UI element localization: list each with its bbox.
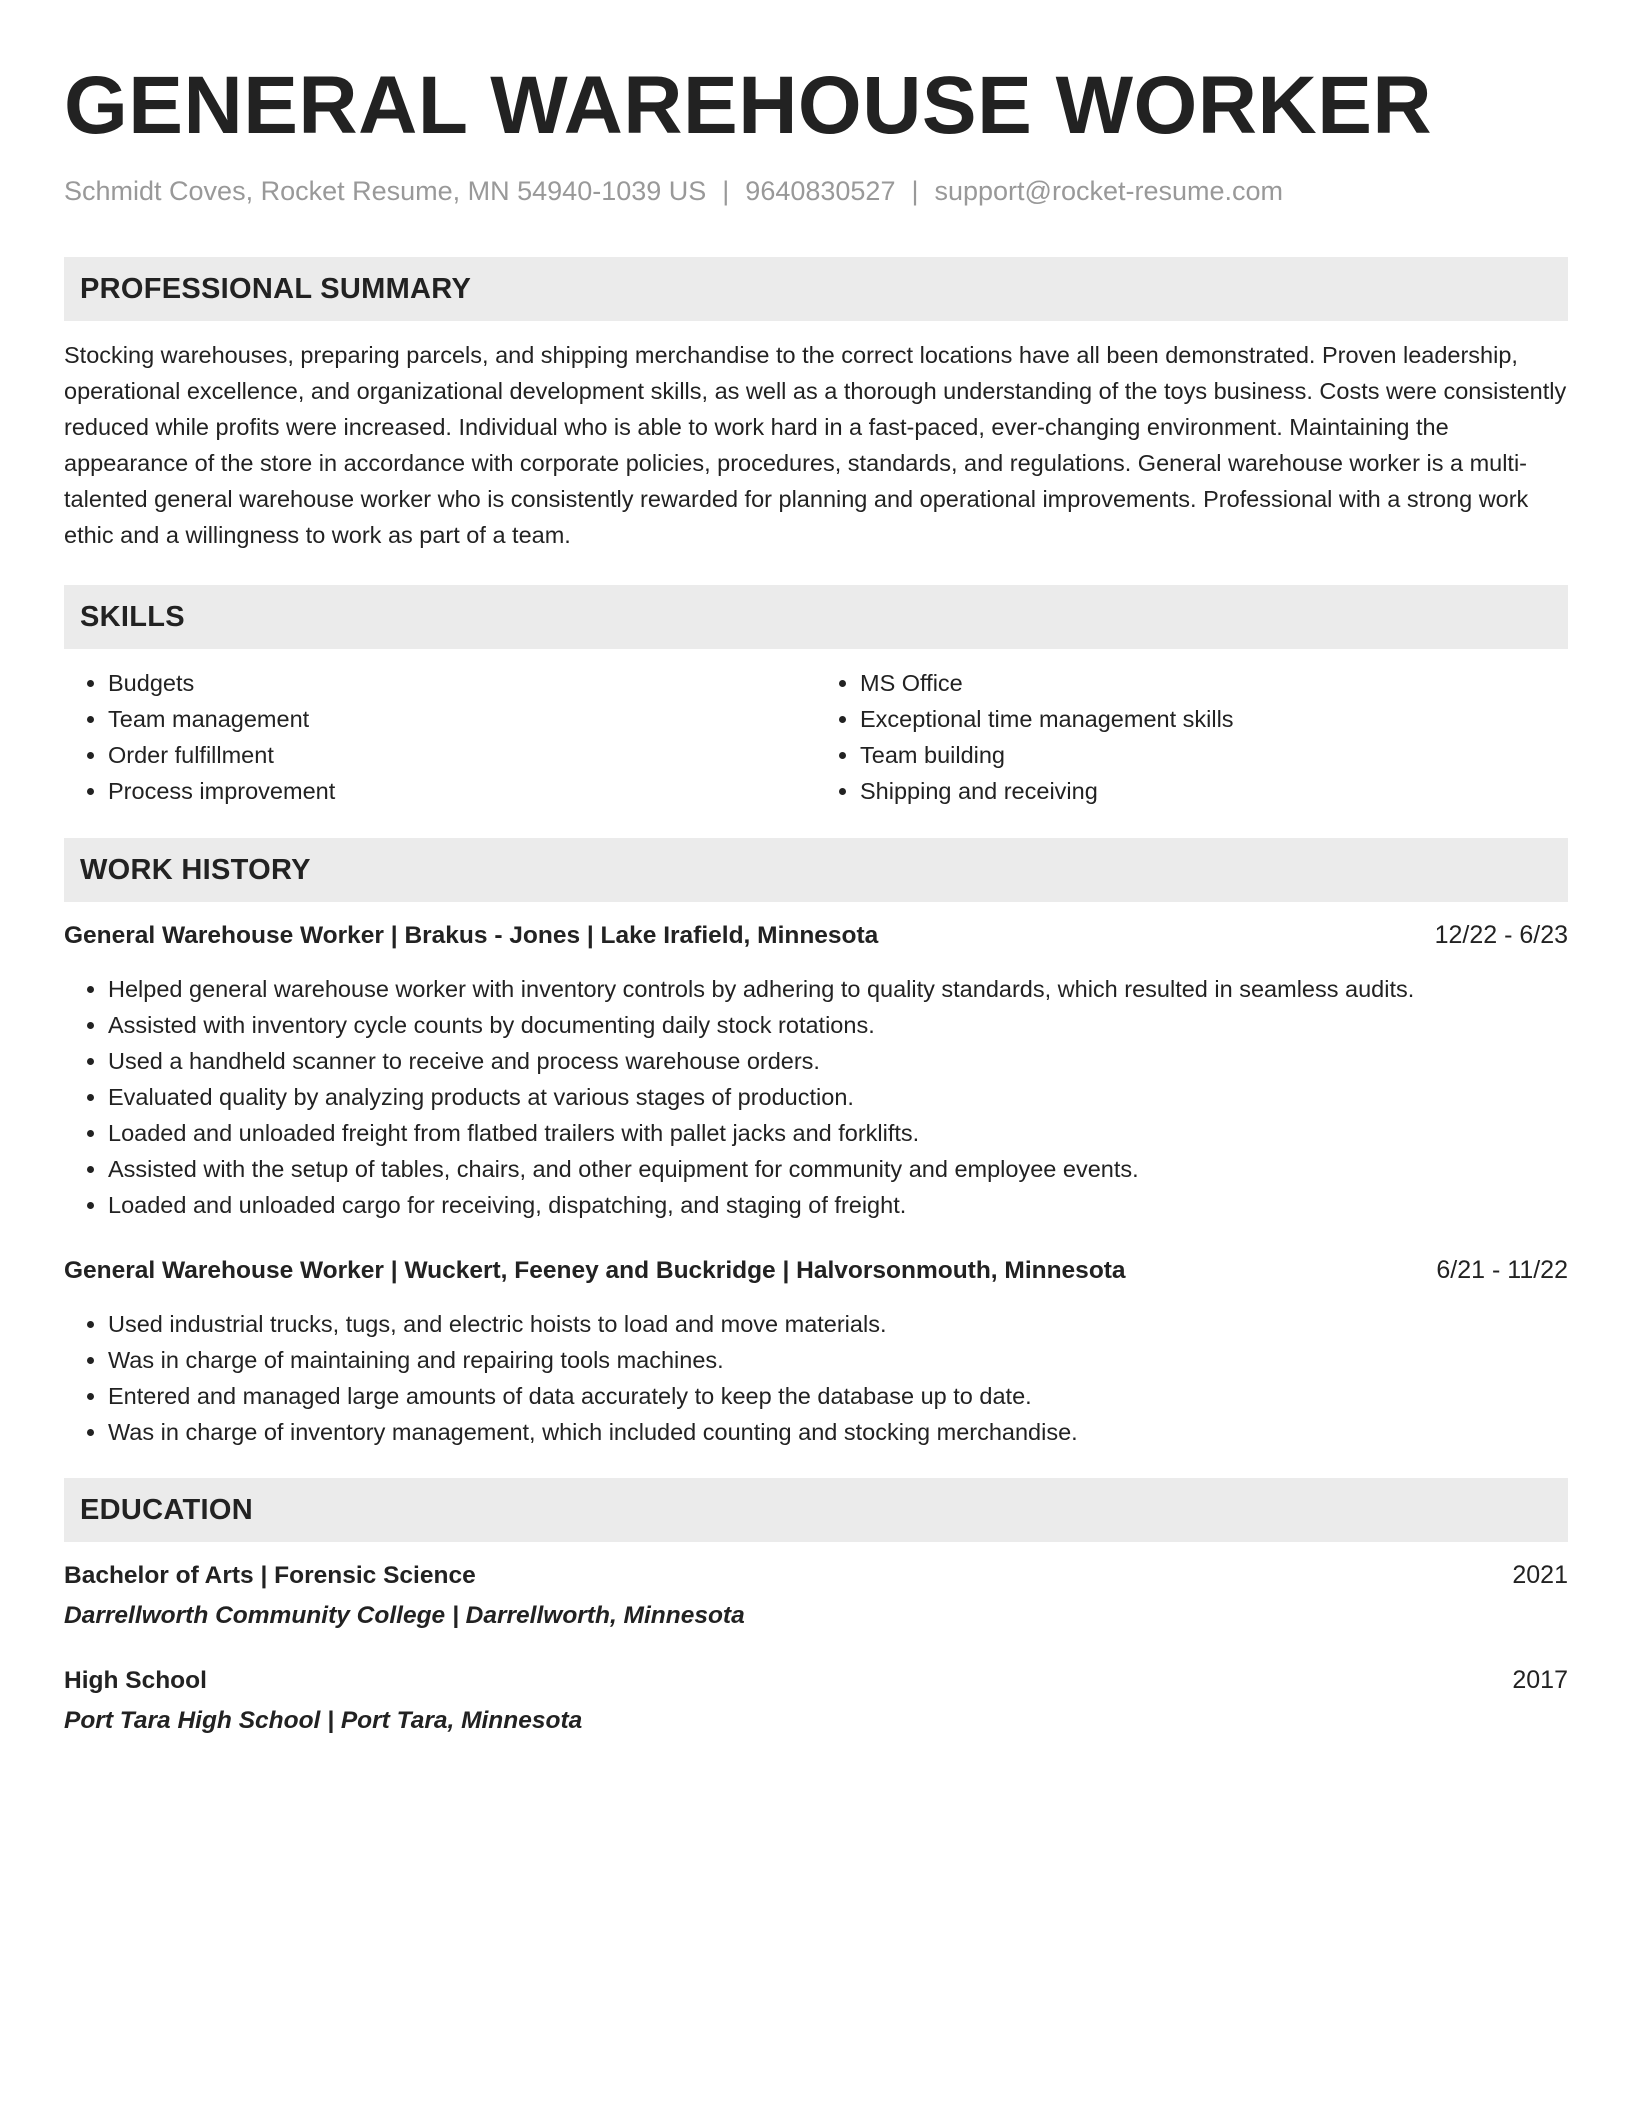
job-bullet: • Assisted with the setup of tables, chairs, and other equipment for community and employee events. [108,1151,1568,1187]
job-title: General Warehouse Worker | Wuckert, Feeney and Buckridge | Halvorsonmouth, Minnesota [64,1257,1126,1284]
contact-separator: | [722,176,730,206]
skill-item: • Team building [860,737,1568,773]
work-section-header [64,838,1568,902]
skills-list [64,665,1568,809]
skill-item: • Shipping and receiving [860,773,1568,809]
job-bullet: • Used industrial trucks, tugs, and electric hoists to load and move materials. [108,1306,1568,1342]
job-title: General Warehouse Worker | Brakus - Jones | Lake Irafield, Minnesota [64,922,879,949]
skills-column-right [816,665,1568,809]
job-bullet: • Evaluated quality by analyzing products at various stages of production. [108,1079,1568,1115]
contact-phone: 9640830527 [745,176,896,206]
resume-name: GENERAL WAREHOUSE WORKER [64,60,1433,151]
job-bullet: • Was in charge of inventory management, which included counting and stocking merchandise. [108,1414,1568,1450]
skill-item: • Budgets [108,665,816,701]
contact-separator: | [911,176,919,206]
work-heading: WORK HISTORY [80,853,311,886]
skills-heading: SKILLS [80,600,185,633]
job-bullet: • Assisted with inventory cycle counts by documenting daily stock rotations. [108,1007,1568,1043]
job-bullet: • Entered and managed large amounts of data accurately to keep the database up to date. [108,1378,1568,1414]
education-header [64,1663,1568,1698]
education-degree: High School [64,1667,207,1694]
skill-item: • Order fulfillment [108,737,816,773]
job-entry [64,918,1568,1223]
skill-item: • MS Office [860,665,1568,701]
summary-heading: PROFESSIONAL SUMMARY [80,272,472,305]
job-header [64,918,1568,953]
contact-email: support@rocket-resume.com [934,176,1284,206]
education-entry [64,1558,1568,1633]
job-bullets [64,1306,1568,1450]
summary-section-header [64,257,1568,321]
skill-item: • Process improvement [108,773,816,809]
job-dates: 12/22 - 6/23 [1434,921,1568,949]
education-school: Port Tara High School | Port Tara, Minnesota [64,1707,583,1734]
education-heading: EDUCATION [80,1493,253,1526]
job-bullet: • Was in charge of maintaining and repairing tools machines. [108,1342,1568,1378]
education-year: 2021 [1512,1561,1568,1589]
education-entry [64,1663,1568,1738]
job-bullet: • Loaded and unloaded freight from flatbed trailers with pallet jacks and forklifts. [108,1115,1568,1151]
skills-column-left [64,665,816,809]
contact-line [64,174,1568,208]
job-bullet: • Used a handheld scanner to receive and process warehouse orders. [108,1043,1568,1079]
skill-item: • Exceptional time management skills [860,701,1568,737]
job-entry [64,1253,1568,1450]
skills-section-header [64,585,1568,649]
job-bullet: • Helped general warehouse worker with inventory controls by adhering to quality standards, which resulted in seamless audits. [108,971,1568,1007]
education-year: 2017 [1512,1666,1568,1694]
job-header [64,1253,1568,1288]
job-dates: 6/21 - 11/22 [1436,1256,1568,1284]
job-bullets [64,971,1568,1223]
summary-text: Stocking warehouses, preparing parcels, and shipping merchandise to the correct locations have all been demonstrated. Proven leadership, operational excellence, and organizational development skills, as well as a thorough understanding of the toys business. Costs were consistently reduced while profits were increased. Individual who is able to work hard in a fast-paced, ever-changing environment. Maintaining the appearance of the store in accordance with corporate policies, procedures, standards, and regulations. General warehouse worker is a multi-talented general warehouse worker who is consistently rewarded for planning and operational improvements. Professional with a strong work ethic and a willingness to work as part of a team. [64,342,1567,548]
contact-address: Schmidt Coves, Rocket Resume, MN 54940-1039 US [64,176,707,206]
education-degree: Bachelor of Arts | Forensic Science [64,1562,476,1589]
job-bullet: • Loaded and unloaded cargo for receiving, dispatching, and staging of freight. [108,1187,1568,1223]
education-school: Darrellworth Community College | Darrellworth, Minnesota [64,1602,745,1629]
skill-item: • Team management [108,701,816,737]
education-header [64,1558,1568,1593]
education-section-header [64,1478,1568,1542]
